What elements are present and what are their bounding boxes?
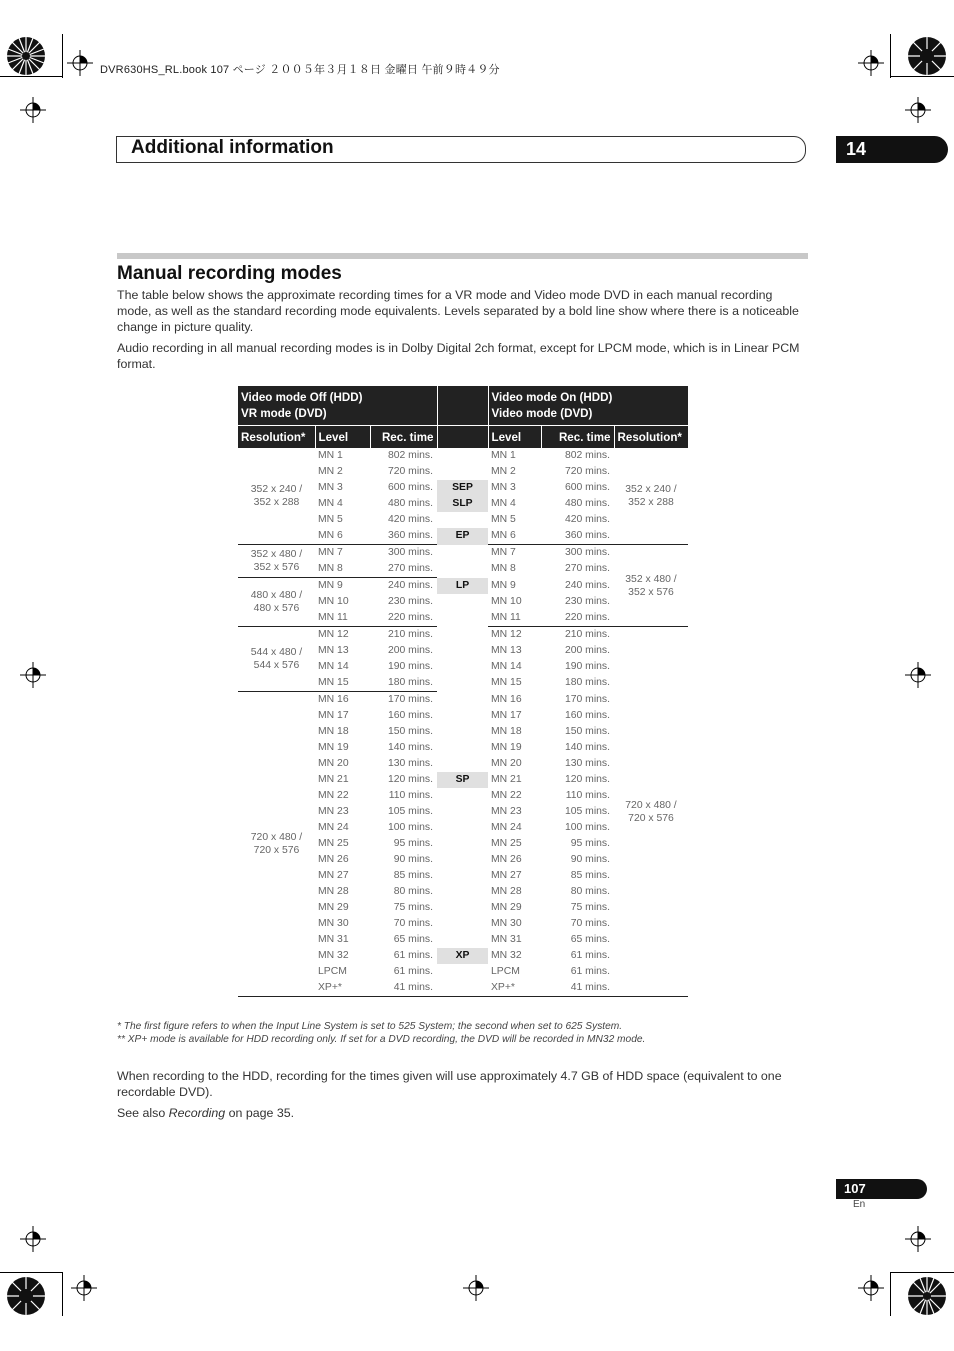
rectime-left: 90 mins.	[393, 854, 433, 865]
rectime-left: 85 mins.	[393, 870, 433, 881]
rectime-right: 70 mins.	[570, 918, 610, 929]
level-right: MN 13	[491, 645, 522, 656]
rectime-right: 41 mins.	[541, 980, 614, 997]
resolution-left: 352 x 480 / 352 x 576	[238, 545, 315, 578]
col-resolution-right: Resolution*	[614, 426, 688, 449]
registration-sunburst-icon	[6, 1276, 46, 1316]
crop-mark	[890, 34, 891, 78]
level-right: MN 18	[491, 726, 522, 737]
standard-mode	[437, 932, 488, 948]
rectime-left: 300 mins.	[387, 547, 433, 558]
level-left: MN 21	[318, 774, 349, 785]
standard-mode: XP	[437, 948, 488, 964]
table-row	[238, 448, 688, 464]
standard-mode	[437, 900, 488, 916]
level-right: MN 21	[491, 774, 522, 785]
standard-mode	[437, 724, 488, 740]
standard-mode	[437, 627, 488, 644]
standard-mode	[437, 980, 488, 997]
rectime-right: 210 mins.	[564, 629, 610, 640]
standard-mode	[437, 659, 488, 675]
level-left: MN 23	[318, 806, 349, 817]
level-right: MN 9	[491, 579, 516, 591]
crosshair-icon	[858, 1275, 884, 1301]
standard-mode: EP	[437, 528, 488, 545]
rectime-left: 95 mins.	[393, 838, 433, 849]
level-right: LPCM	[491, 966, 520, 977]
col-rectime-left: Rec. time	[370, 426, 437, 449]
rectime-left: 130 mins.	[387, 758, 433, 769]
resolution-left: 352 x 240 / 352 x 288	[238, 448, 315, 545]
level-left: MN 8	[315, 561, 370, 578]
rectime-right: 110 mins.	[565, 790, 610, 801]
rectime-right: 230 mins.	[564, 596, 610, 607]
standard-mode: SP	[437, 772, 488, 788]
language-code: En	[853, 1199, 866, 1210]
rectime-left: 190 mins.	[387, 661, 433, 672]
level-right: MN 3	[491, 482, 516, 493]
section-title: Additional information	[131, 137, 334, 158]
crosshair-icon	[20, 97, 46, 123]
see-also-paragraph: See also Recording on page 35.	[117, 1106, 295, 1120]
rectime-right: 105 mins.	[564, 806, 610, 817]
recording-modes-table	[238, 386, 688, 997]
rectime-right: 300 mins.	[564, 547, 610, 558]
rectime-right: 190 mins.	[564, 661, 610, 672]
level-right: MN 32	[491, 950, 522, 961]
rectime-right: 75 mins.	[570, 902, 610, 913]
registration-sunburst-icon	[907, 36, 947, 76]
level-left: MN 31	[318, 934, 349, 945]
level-right: XP+*	[488, 980, 541, 997]
level-left: MN 14	[318, 661, 349, 672]
level-left: MN 1	[318, 450, 343, 461]
rectime-left: 600 mins.	[387, 482, 433, 493]
level-left: MN 25	[318, 838, 349, 849]
standard-mode	[437, 820, 488, 836]
level-right: MN 10	[491, 596, 522, 607]
rectime-left: 140 mins.	[387, 742, 433, 753]
rectime-right: 420 mins.	[564, 514, 610, 525]
level-left: MN 7	[318, 547, 343, 558]
level-left: MN 18	[318, 726, 349, 737]
rectime-right: 200 mins.	[564, 645, 610, 656]
level-right: MN 25	[491, 838, 522, 849]
level-left: MN 17	[318, 710, 349, 721]
level-left: LPCM	[318, 966, 347, 977]
level-right: MN 8	[491, 563, 516, 575]
rectime-right: 130 mins.	[564, 758, 610, 769]
crop-mark	[62, 1272, 63, 1316]
rectime-left: 80 mins.	[393, 886, 433, 897]
crosshair-icon	[858, 50, 884, 76]
level-right: MN 16	[491, 693, 522, 705]
level-right: MN 20	[491, 758, 522, 769]
rectime-left: 180 mins.	[370, 675, 437, 692]
level-right: MN 5	[491, 514, 516, 525]
level-right: MN 19	[491, 742, 522, 753]
right-group-header: Video mode On (HDD) Video mode (DVD)	[488, 386, 688, 426]
standard-mode	[437, 692, 488, 709]
rectime-left: 230 mins.	[387, 596, 433, 607]
level-right: MN 29	[491, 902, 522, 913]
print-meta-line: DVR630HS_RL.book 107 ページ ２００５年３月１８日 金曜日 午前９時４９分	[100, 64, 500, 76]
standard-mode-header	[437, 386, 488, 426]
level-right: MN 12	[491, 629, 522, 640]
crosshair-icon	[67, 50, 93, 76]
level-right: MN 1	[491, 450, 516, 461]
level-right: MN 27	[491, 870, 522, 881]
rectime-right: 720 mins.	[564, 466, 610, 477]
level-right: MN 15	[491, 677, 522, 689]
level-left: MN 11	[315, 610, 370, 627]
rectime-left: 120 mins.	[387, 774, 433, 785]
standard-mode	[437, 788, 488, 804]
intro-paragraph: The table below shows the approximate recording times for a VR mode and Video mode DVD in each manual recording mode, as well as the standard recording mode equivalents. Levels separated by a bold line show where there is a noticeable change in picture quality.	[117, 288, 799, 334]
rectime-left: 200 mins.	[387, 645, 433, 656]
rectime-left: 150 mins.	[387, 726, 433, 737]
rectime-right: 270 mins.	[564, 563, 610, 575]
resolution-left: 720 x 480 / 720 x 576	[238, 692, 315, 997]
level-right: MN 23	[491, 806, 522, 817]
standard-mode	[437, 756, 488, 772]
standard-mode	[437, 610, 488, 627]
rectime-right: 80 mins.	[570, 886, 610, 897]
level-left: MN 5	[318, 514, 343, 525]
crosshair-icon	[20, 662, 46, 688]
level-left: MN 29	[318, 902, 349, 913]
rectime-right: 480 mins.	[564, 498, 610, 509]
rectime-right: 61 mins.	[570, 950, 610, 961]
rectime-left: 360 mins.	[370, 528, 437, 545]
crop-mark	[890, 76, 954, 77]
standard-mode	[437, 675, 488, 692]
rectime-right: 90 mins.	[570, 854, 610, 865]
level-left: MN 4	[318, 498, 343, 509]
level-left: MN 12	[318, 629, 349, 640]
rectime-left: 41 mins.	[370, 980, 437, 997]
level-right: MN 28	[491, 886, 522, 897]
standard-mode	[437, 804, 488, 820]
rectime-right: 85 mins.	[570, 870, 610, 881]
registration-sunburst-icon	[6, 36, 46, 76]
level-left: MN 13	[318, 645, 349, 656]
rectime-right: 160 mins.	[564, 710, 610, 721]
rectime-left: 61 mins.	[393, 950, 433, 961]
rectime-left: 70 mins.	[393, 918, 433, 929]
level-left: MN 27	[318, 870, 349, 881]
rectime-left: 105 mins.	[387, 806, 433, 817]
crop-mark	[0, 1272, 62, 1273]
rectime-left: 100 mins.	[387, 822, 433, 833]
col-level-right: Level	[488, 426, 541, 449]
level-right: MN 22	[491, 790, 522, 801]
standard-mode	[437, 868, 488, 884]
rectime-left: 802 mins.	[387, 450, 433, 461]
level-left: MN 30	[318, 918, 349, 929]
crosshair-icon	[463, 1275, 489, 1301]
rectime-left: 160 mins.	[387, 710, 433, 721]
rectime-right: 180 mins.	[564, 677, 610, 689]
crosshair-icon	[71, 1275, 97, 1301]
standard-mode	[437, 884, 488, 900]
rectime-left: 61 mins.	[393, 966, 433, 977]
crop-mark	[0, 76, 62, 77]
crosshair-icon	[20, 1226, 46, 1252]
crop-mark	[62, 34, 63, 78]
crop-mark	[890, 1272, 954, 1273]
standard-mode	[437, 561, 488, 578]
rectime-right: 802 mins.	[564, 450, 610, 461]
registration-sunburst-icon	[907, 1276, 947, 1316]
level-left: MN 9	[318, 580, 343, 591]
level-right: MN 17	[491, 710, 522, 721]
rectime-right: 100 mins.	[564, 822, 610, 833]
rectime-left: 170 mins.	[387, 694, 433, 705]
resolution-right: 352 x 240 / 352 x 288	[614, 448, 688, 545]
level-right: MN 2	[491, 466, 516, 477]
col-level-left: Level	[315, 426, 370, 449]
level-left: MN 22	[318, 790, 349, 801]
standard-mode	[437, 594, 488, 610]
standard-mode	[437, 545, 488, 562]
hdd-space-paragraph: When recording to the HDD, recording for the times given will use approximately 4.7 GB of HDD space (equivalent to one recordable DVD).	[117, 1069, 782, 1099]
rectime-left: 110 mins.	[388, 790, 433, 801]
rectime-right: 170 mins.	[564, 693, 610, 705]
level-left: MN 19	[318, 742, 349, 753]
standard-mode	[437, 836, 488, 852]
col-standard-mode	[437, 426, 488, 449]
footnote-resolution: * The first figure refers to when the Input Line System is set to 525 System; the second when set to 625 System.	[117, 1021, 623, 1032]
footnote-xp-plus: ** XP+ mode is available for HDD recording only. If set for a DVD recording, the DVD will be recorded in MN32 mode.	[117, 1034, 646, 1045]
table-row	[238, 545, 688, 562]
rectime-left: 65 mins.	[393, 934, 433, 945]
level-left: MN 32	[318, 950, 349, 961]
rectime-left: 720 mins.	[387, 466, 433, 477]
standard-mode	[437, 916, 488, 932]
level-left: MN 15	[315, 675, 370, 692]
level-left: MN 16	[318, 694, 349, 705]
level-left: MN 6	[315, 528, 370, 545]
rectime-left: 240 mins.	[387, 580, 433, 591]
crosshair-icon	[905, 1226, 931, 1252]
standard-mode	[437, 464, 488, 480]
level-left: MN 2	[318, 466, 343, 477]
level-left: MN 10	[318, 596, 349, 607]
standard-mode	[437, 708, 488, 724]
standard-mode	[437, 448, 488, 464]
resolution-left: 544 x 480 / 544 x 576	[238, 627, 315, 692]
rectime-right: 61 mins.	[570, 966, 610, 977]
col-rectime-right: Rec. time	[541, 426, 614, 449]
page-number: 107	[836, 1179, 927, 1199]
rectime-right: 65 mins.	[570, 934, 610, 945]
standard-mode	[437, 740, 488, 756]
left-group-header: Video mode Off (HDD) VR mode (DVD)	[238, 386, 437, 426]
level-right: MN 6	[488, 528, 541, 545]
level-right: MN 4	[491, 498, 516, 509]
crosshair-icon	[905, 97, 931, 123]
level-right: MN 26	[491, 854, 522, 865]
resolution-left: 480 x 480 / 480 x 576	[238, 578, 315, 627]
level-left: XP+*	[315, 980, 370, 997]
rectime-left: 75 mins.	[393, 902, 433, 913]
rectime-right: 220 mins.	[541, 610, 614, 627]
standard-mode	[437, 964, 488, 980]
heading-rule	[117, 253, 808, 259]
level-left: MN 3	[318, 482, 343, 493]
level-right: MN 14	[491, 661, 522, 672]
level-right: MN 30	[491, 918, 522, 929]
rectime-left: 270 mins.	[370, 561, 437, 578]
rectime-right: 360 mins.	[541, 528, 614, 545]
level-right: MN 7	[491, 547, 516, 558]
rectime-right: 150 mins.	[564, 726, 610, 737]
rectime-right: 140 mins.	[564, 742, 610, 753]
level-right: MN 24	[491, 822, 522, 833]
crosshair-icon	[905, 662, 931, 688]
chapter-number-tab: 14	[836, 136, 948, 163]
rectime-right: 95 mins.	[570, 838, 610, 849]
standard-mode: SEP	[437, 480, 488, 496]
cross-reference-link: Recording	[168, 1106, 226, 1120]
rectime-left: 210 mins.	[387, 629, 433, 640]
page-heading: Manual recording modes	[117, 263, 342, 284]
audio-paragraph: Audio recording in all manual recording modes is in Dolby Digital 2ch format, except for LPCM mode, which is in Linear PCM format.	[117, 341, 800, 371]
rectime-left: 220 mins.	[370, 610, 437, 627]
col-resolution-left: Resolution*	[238, 426, 315, 449]
level-left: MN 26	[318, 854, 349, 865]
level-right: MN 31	[491, 934, 522, 945]
crop-mark	[890, 1272, 891, 1316]
resolution-right: 352 x 480 / 352 x 576	[614, 545, 688, 627]
standard-mode	[437, 852, 488, 868]
rectime-right: 240 mins.	[564, 579, 610, 591]
standard-mode: SLP	[437, 496, 488, 512]
rectime-right: 600 mins.	[564, 482, 610, 493]
standard-mode	[437, 512, 488, 528]
level-left: MN 24	[318, 822, 349, 833]
level-left: MN 20	[318, 758, 349, 769]
rectime-left: 420 mins.	[387, 514, 433, 525]
rectime-left: 480 mins.	[387, 498, 433, 509]
resolution-right: 720 x 480 / 720 x 576	[614, 627, 688, 997]
table-row	[238, 627, 688, 644]
rectime-right: 120 mins.	[564, 774, 610, 785]
standard-mode: LP	[437, 578, 488, 595]
level-left: MN 28	[318, 886, 349, 897]
level-right: MN 11	[488, 610, 541, 627]
standard-mode	[437, 643, 488, 659]
